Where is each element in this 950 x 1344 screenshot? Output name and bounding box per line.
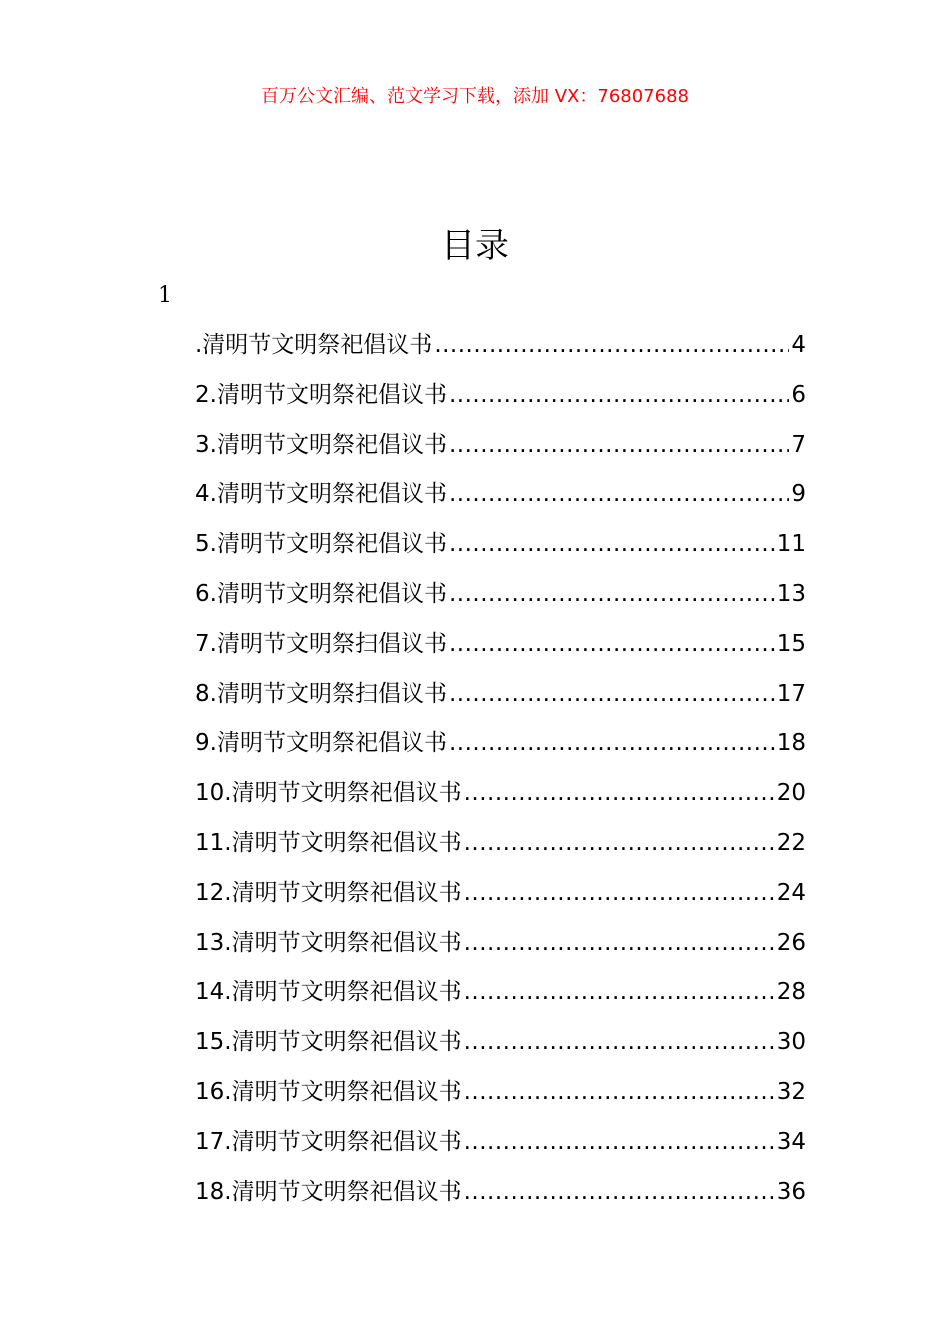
toc-leader-dots bbox=[464, 972, 775, 1012]
toc-entry-label: 6.清明节文明祭祀倡议书 bbox=[195, 580, 447, 607]
toc-entry[interactable] bbox=[195, 823, 806, 873]
toc-leader-dots bbox=[449, 574, 775, 614]
toc-entry-page: 4 bbox=[791, 332, 806, 358]
toc-leader-dots bbox=[449, 674, 775, 714]
toc-entry-page: 26 bbox=[776, 929, 806, 956]
toc-entry[interactable] bbox=[195, 425, 806, 475]
toc-entry-page: 17 bbox=[776, 680, 806, 707]
toc-entry-label: 5.清明节文明祭祀倡议书 bbox=[195, 531, 447, 558]
page-title: 目录 bbox=[441, 226, 509, 266]
toc-entry[interactable] bbox=[195, 325, 806, 375]
toc-entry[interactable] bbox=[195, 1072, 806, 1122]
toc-entry-label: 4.清明节文明祭祀倡议书 bbox=[195, 481, 447, 508]
toc-entry-label: 11.清明节文明祭祀倡议书 bbox=[195, 829, 462, 856]
toc-entry-label: 16.清明节文明祭祀倡议书 bbox=[195, 1078, 462, 1105]
toc-entry[interactable] bbox=[195, 1172, 806, 1222]
toc-entry[interactable] bbox=[195, 723, 806, 773]
toc-entry-page: 6 bbox=[791, 381, 806, 408]
toc-entry[interactable] bbox=[195, 1022, 806, 1072]
toc-entry-page: 13 bbox=[776, 580, 806, 607]
toc-entry-page: 11 bbox=[776, 531, 806, 558]
toc-entry-label: 17.清明节文明祭祀倡议书 bbox=[195, 1128, 462, 1155]
toc-entry[interactable] bbox=[195, 923, 806, 973]
toc-entry-page: 36 bbox=[776, 1178, 806, 1205]
toc-entry-label: 18.清明节文明祭祀倡议书 bbox=[195, 1178, 462, 1205]
toc-leader-dots bbox=[464, 1072, 775, 1112]
toc-leader-dots bbox=[434, 325, 789, 365]
toc-entry-label: 10.清明节文明祭祀倡议书 bbox=[195, 780, 462, 807]
toc-leader-dots bbox=[464, 1122, 775, 1162]
toc-entry-page: 32 bbox=[776, 1078, 806, 1105]
toc-leader-dots bbox=[449, 375, 789, 415]
toc-entry-page: 15 bbox=[776, 630, 806, 657]
toc-leader-dots bbox=[449, 425, 789, 465]
toc-leader-dots bbox=[464, 1172, 775, 1212]
toc-entry-label: 8.清明节文明祭扫倡议书 bbox=[195, 680, 447, 707]
toc-leader-dots bbox=[464, 823, 775, 863]
toc-leader-dots bbox=[464, 773, 775, 813]
toc-entry[interactable] bbox=[195, 1122, 806, 1172]
toc-entry-label: 12.清明节文明祭祀倡议书 bbox=[195, 879, 462, 906]
toc-entry[interactable] bbox=[195, 674, 806, 724]
toc-entry-page: 7 bbox=[791, 431, 806, 458]
toc-entry-label: 14.清明节文明祭祀倡议书 bbox=[195, 979, 462, 1006]
toc-entry-page: 18 bbox=[776, 730, 806, 757]
toc-entry-label: 2.清明节文明祭祀倡议书 bbox=[195, 381, 447, 408]
toc-entry-page: 30 bbox=[776, 1029, 806, 1056]
toc-entry-label: 15.清明节文明祭祀倡议书 bbox=[195, 1029, 462, 1056]
toc-entry-label: 7.清明节文明祭扫倡议书 bbox=[195, 630, 447, 657]
toc-entry[interactable] bbox=[195, 972, 806, 1022]
toc-leader-dots bbox=[449, 723, 775, 763]
toc-entry[interactable] bbox=[195, 524, 806, 574]
toc-leader-dots bbox=[449, 624, 775, 664]
toc-entry-page: 22 bbox=[776, 829, 806, 856]
toc-entry-page: 9 bbox=[791, 481, 806, 508]
toc-entry[interactable] bbox=[195, 574, 806, 624]
toc-entry[interactable] bbox=[195, 873, 806, 923]
toc-entry-label: .清明节文明祭祀倡议书 bbox=[195, 332, 433, 358]
toc-entry[interactable] bbox=[195, 375, 806, 425]
toc-entry-label: 9.清明节文明祭祀倡议书 bbox=[195, 730, 447, 757]
toc-entry-label: 13.清明节文明祭祀倡议书 bbox=[195, 929, 462, 956]
stray-number: 1 bbox=[158, 283, 172, 308]
toc-entry[interactable] bbox=[195, 624, 806, 674]
toc-entry-page: 20 bbox=[776, 780, 806, 807]
toc-leader-dots bbox=[464, 923, 775, 963]
toc-leader-dots bbox=[464, 1022, 775, 1062]
toc-entry[interactable] bbox=[195, 773, 806, 823]
toc-entry-label: 3.清明节文明祭祀倡议书 bbox=[195, 431, 447, 458]
toc-entry[interactable] bbox=[195, 474, 806, 524]
toc-leader-dots bbox=[449, 474, 789, 514]
toc-entry-page: 34 bbox=[776, 1128, 806, 1155]
toc-list bbox=[195, 325, 806, 1221]
toc-entry-page: 24 bbox=[776, 879, 806, 906]
toc-leader-dots bbox=[449, 524, 775, 564]
toc-leader-dots bbox=[464, 873, 775, 913]
toc-entry-page: 28 bbox=[776, 979, 806, 1006]
header-banner: 百万公文汇编、范文学习下载，添加 VX：76807688 bbox=[261, 86, 689, 107]
